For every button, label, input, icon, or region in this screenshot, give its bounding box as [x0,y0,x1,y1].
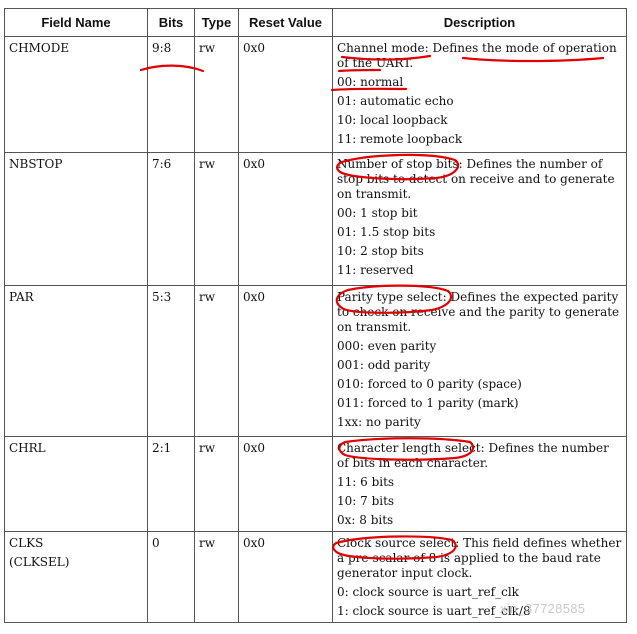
type-cell: rw [195,532,239,623]
description-text: Character length select: Defines the number of bits in each character. [337,441,609,470]
description-cell [333,437,627,532]
field-name: NBSTOP [9,157,63,171]
field-name-cell [5,286,148,437]
encoding-value: 010: forced to 0 parity (space) [337,377,522,391]
encoding-value: 1xx: no parity [337,415,421,429]
table-row [5,286,627,437]
encoding-value: 11: remote loopback [337,132,463,146]
type-cell: rw [195,286,239,437]
encoding-value: 000: even parity [337,339,437,353]
description-cell [333,37,627,153]
field-name: CHMODE [9,41,70,55]
encoding-value: 00: 1 stop bit [337,206,418,220]
description-text: Parity type select: Defines the expected parity to check on receive and the parity to generate on transmit. [337,290,620,334]
header-row [5,9,627,37]
register-field-table [4,8,627,623]
encoding-value: 10: 7 bits [337,494,395,508]
field-name-cell [5,153,148,286]
header-bits: Bits [148,9,195,37]
encoding-value: 11: 6 bits [337,475,395,489]
encoding-value: 01: 1.5 stop bits [337,225,436,239]
field-name-cell [5,437,148,532]
field-name: PAR [9,290,34,304]
bits-cell: 9:8 [148,37,195,153]
field-alias: (CLKSEL) [9,555,70,569]
header-reset-value: Reset Value [239,9,333,37]
encoding-value: 10: local loopback [337,113,448,127]
table-body [5,37,627,623]
encoding-value: 00: normal [337,75,404,89]
table-row [5,153,627,286]
bits-cell: 2:1 [148,437,195,532]
encoding-value: 001: odd parity [337,358,431,372]
encoding-value: 10: 2 stop bits [337,244,424,258]
reset-value-cell: 0x0 [239,37,333,153]
encoding-value: 0: clock source is uart_ref_clk [337,585,519,599]
field-name: CHRL [9,441,46,455]
description-cell [333,286,627,437]
table-row [5,437,627,532]
reset-value-cell: 0x0 [239,153,333,286]
encoding-value: 011: forced to 1 parity (mark) [337,396,519,410]
bits-cell: 0 [148,532,195,623]
table-header [5,9,627,37]
description-cell [333,153,627,286]
type-cell: rw [195,37,239,153]
field-name-cell [5,532,148,623]
reset-value-cell: 0x0 [239,532,333,623]
bits-cell: 5:3 [148,286,195,437]
header-description: Description [333,9,627,37]
encoding-value: 01: automatic echo [337,94,454,108]
description-text: Number of stop bits: Defines the number of stop bits to detect on receive and to generate on transmit. [337,157,615,201]
encoding-value: 11: reserved [337,263,414,277]
bits-cell: 7:6 [148,153,195,286]
header-field-name: Field Name [5,9,148,37]
type-cell: rw [195,153,239,286]
header-type: Type [195,9,239,37]
field-name: CLKS [9,536,44,550]
encoding-value: 0x: 8 bits [337,513,394,527]
watermark-text: xin_37728585 [500,601,586,616]
field-name-cell [5,37,148,153]
reset-value-cell: 0x0 [239,437,333,532]
description-text: Channel mode: Defines the mode of operation of the UART. [337,41,617,70]
description-text: Clock source select: This field defines whether a pre-scalar of 8 is applied to the baud rate generator input clock. [337,536,622,580]
reset-value-cell: 0x0 [239,286,333,437]
table-row [5,37,627,153]
encoding-value: 1: clock source is uart_ref_clk/8 [337,604,531,618]
type-cell: rw [195,437,239,532]
